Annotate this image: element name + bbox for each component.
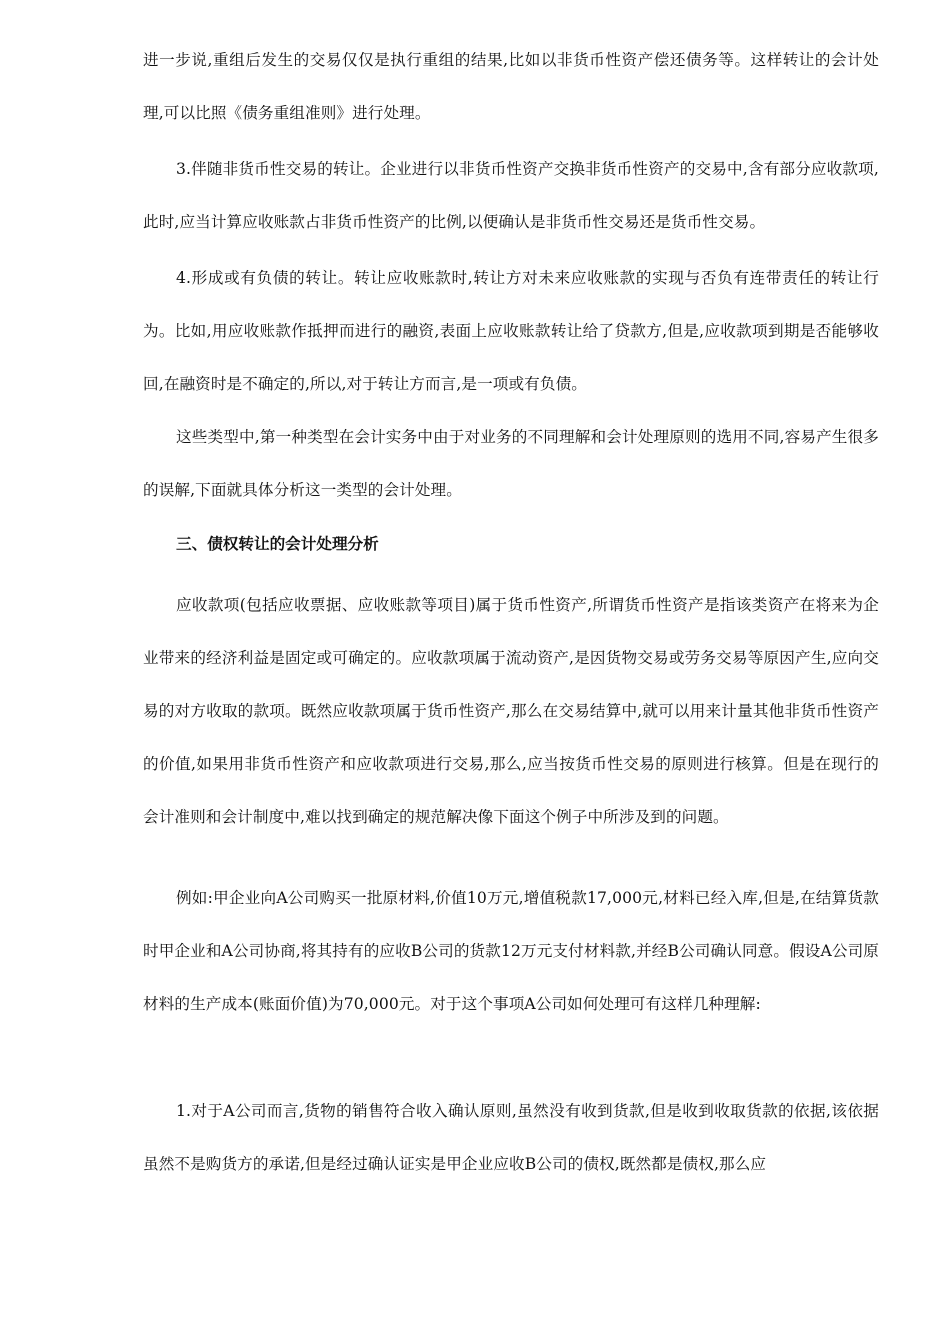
paragraph-receivables: 应收款项(包括应收票据、应收账款等项目)属于货币性资产,所谓货币性资产是指该类资产在将来为企业带来的经济利益是固定或可确定的。应收款项属于流动资产,是因货物交易或劳务交易等原因产生,应向交易的对方收取的款项。既然应收款项属于货币性资产,那么在交易结算中,就可以用来计量其他非货币性资产的价值,如果用非货币性资产和应收款项进行交易,那么,应当按货币性交易的原则进行核算。但是在现行的会计准则和会计制度中,难以找到确定的规范解决像下面这个例子中所涉及到的问题。: [143, 596, 879, 826]
paragraph-summary: 这些类型中,第一种类型在会计实务中由于对业务的不同理解和会计处理原则的选用不同,容易产生很多的误解,下面就具体分析这一类型的会计处理。: [143, 428, 879, 499]
paragraph-interpretation-1: 1.对于A公司而言,货物的销售符合收入确认原则,虽然没有收到货款,但是收到收取货款的依据,该依据虽然不是购货方的承诺,但是经过确认证实是甲企业应收B公司的债权,既然都是债权,那么应: [143, 1102, 879, 1173]
paragraph-type-3: 3.伴随非货币性交易的转让。企业进行以非货币性资产交换非货币性资产的交易中,含有部分应收款项,此时,应当计算应收账款占非货币性资产的比例,以便确认是非货币性交易还是货币性交易。: [143, 160, 879, 231]
paragraph-type-4: 4.形成或有负债的转让。转让应收账款时,转让方对未来应收账款的实现与否负有连带责任的转让行为。比如,用应收账款作抵押而进行的融资,表面上应收账款转让给了贷款方,但是,应收款项到期是否能够收回,在融资时是不确定的,所以,对于转让方而言,是一项或有负债。: [143, 269, 879, 393]
paragraph-continuation: 进一步说,重组后发生的交易仅仅是执行重组的结果,比如以非货币性资产偿还债务等。这样转让的会计处理,可以比照《债务重组准则》进行处理。: [143, 51, 879, 122]
paragraph-example: 例如:甲企业向A公司购买一批原材料,价值10万元,增值税款17,000元,材料已经入库,但是,在结算货款时甲企业和A公司协商,将其持有的应收B公司的货款12万元支付材料款,并经B公司确认同意。假设A公司原材料的生产成本(账面价值)为70,000元。对于这个事项A公司如何处理可有这样几种理解:: [143, 889, 879, 1013]
section-heading: 三、债权转让的会计处理分析: [176, 534, 379, 553]
